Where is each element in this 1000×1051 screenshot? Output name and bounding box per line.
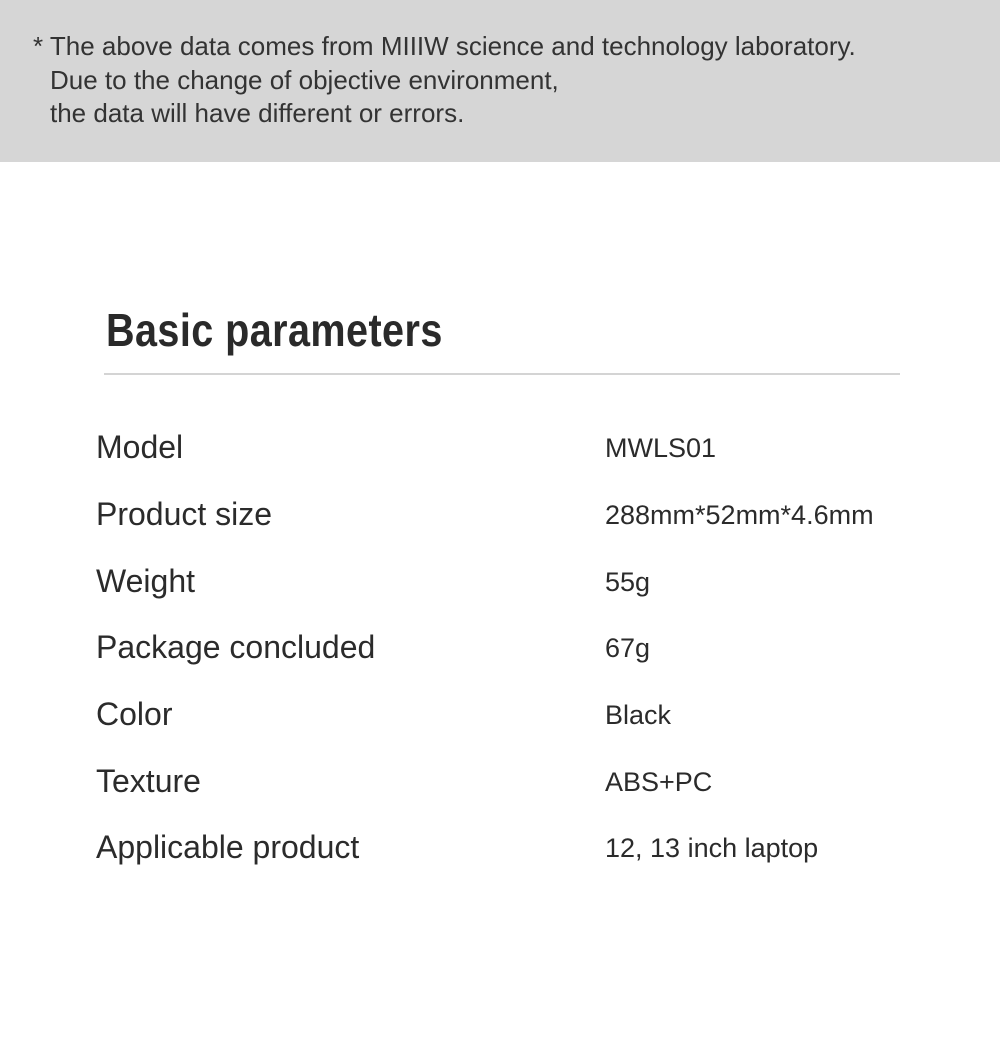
param-label: Weight bbox=[96, 563, 196, 599]
param-value: MWLS01 bbox=[605, 433, 717, 463]
param-value: 288mm*52mm*4.6mm bbox=[605, 500, 874, 530]
disclaimer-line-2: Due to the change of objective environment, bbox=[50, 65, 559, 95]
param-label: Texture bbox=[96, 763, 201, 799]
param-row-model bbox=[0, 427, 1000, 467]
param-label: Package concluded bbox=[96, 629, 376, 665]
param-row-texture bbox=[0, 761, 1000, 801]
param-value: 12, 13 inch laptop bbox=[605, 833, 819, 863]
disclaimer-line-1: * The above data comes from MIIIW science and technology laboratory. bbox=[33, 31, 856, 61]
param-value: 55g bbox=[605, 567, 651, 597]
param-row-applicable-product bbox=[0, 827, 1000, 867]
param-value: Black bbox=[605, 700, 672, 730]
param-label: Color bbox=[96, 696, 173, 732]
param-label: Model bbox=[96, 429, 184, 465]
param-value: 67g bbox=[605, 633, 651, 663]
param-row-package bbox=[0, 627, 1000, 667]
disclaimer-banner bbox=[0, 0, 1000, 162]
section-title: Basic parameters bbox=[106, 304, 443, 356]
param-label: Applicable product bbox=[96, 829, 360, 865]
param-row-product-size bbox=[0, 494, 1000, 534]
param-row-color bbox=[0, 694, 1000, 734]
disclaimer-line-3: the data will have different or errors. bbox=[50, 98, 465, 128]
param-value: ABS+PC bbox=[605, 767, 713, 797]
param-row-weight bbox=[0, 561, 1000, 601]
param-label: Product size bbox=[96, 496, 273, 532]
section-divider bbox=[104, 373, 900, 375]
